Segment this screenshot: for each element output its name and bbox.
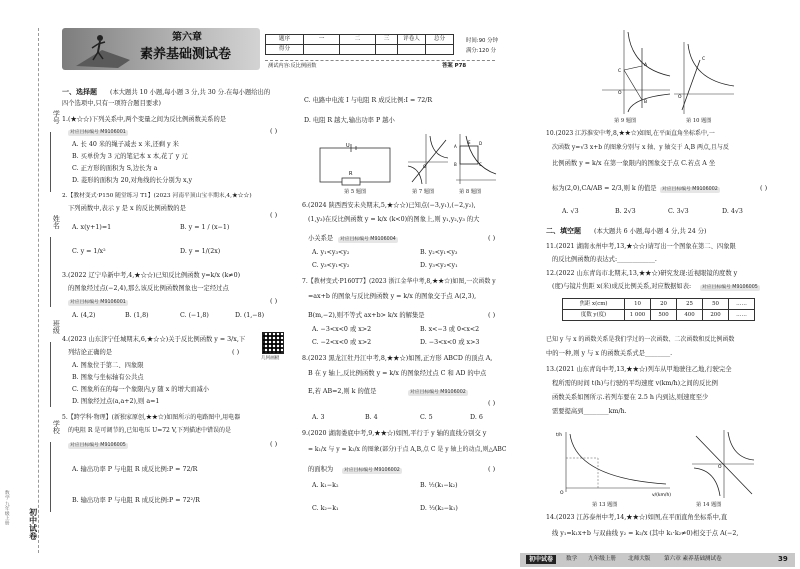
- q8-answer-paren[interactable]: ( ): [488, 399, 496, 407]
- fig9-caption: 第 9 题图: [614, 118, 637, 124]
- q1-stem: 1.(★☆☆)下列关系中,两个变量之间为反比例函数关系的是: [62, 116, 227, 123]
- svg-text:A: A: [644, 63, 648, 68]
- q8-option-d[interactable]: D. 6: [470, 414, 483, 421]
- sec2-desc: (本大题共 6 小题,每小题 4 分,共 24 分): [594, 228, 707, 235]
- q8-option-a[interactable]: A. 3: [312, 414, 325, 421]
- fig10-graph: [672, 40, 736, 116]
- fig9-graph: [598, 28, 672, 116]
- q9-answer-paren[interactable]: ( ): [488, 465, 496, 473]
- sec2-title: 二、填空题: [546, 226, 581, 235]
- q12-stem: (度)与镜片焦距 x(米)成反比例关系,对应数据如表:: [552, 283, 692, 290]
- q7-stem: 7.【教材变式·P160T7】(2023 浙江金华中考,8,★★☆)如图,一次函数 y: [302, 278, 496, 285]
- q10-target: 对应目标编号 M9106002: [662, 187, 718, 192]
- table-cell: 500: [651, 310, 677, 321]
- q12-text: 已知 y 与 x 的函数关系是我们学过的一次函数、二次函数和反比例函数: [546, 336, 735, 343]
- cut-line: [38, 28, 39, 553]
- q12-target: 对应目标编号 M9106005: [702, 285, 758, 290]
- footer-bar: [520, 553, 795, 567]
- table-cell: 10: [625, 299, 651, 310]
- q4-answer-paren[interactable]: ( ): [232, 348, 240, 356]
- paper-title: 素养基础测试卷: [140, 47, 232, 62]
- q3-option-c[interactable]: C. (−1,8): [180, 312, 209, 319]
- q1-target: 对应目标编号 M9106001: [70, 130, 126, 135]
- q4-option-c[interactable]: C. 图象所在的每一个象限内,y 随 x 的增大而减小: [72, 386, 210, 393]
- q5-option-c[interactable]: C. 电路中电流 I 与电阻 R 成反比例:I = 72/R: [304, 97, 433, 104]
- fig7-caption: 第 7 题图: [412, 189, 435, 195]
- q9-stem: 的面积为: [308, 466, 334, 473]
- q10-stem: 标为(2,0),CA/AB = 2/3,则 k 的值是: [552, 185, 657, 192]
- q5-answer-paren[interactable]: ( ): [270, 440, 278, 448]
- svg-text:O: O: [678, 95, 682, 100]
- q7-option-b[interactable]: B. x<−3 或 0<x<2: [420, 326, 480, 333]
- qr-label: 几何画板: [261, 356, 280, 361]
- class-label: 班级: [52, 320, 61, 334]
- student-no-line: [50, 132, 51, 192]
- q5-option-a[interactable]: A. 输出功率 P 与电阻 R 成反比例:P = 72/R: [72, 466, 198, 473]
- q2-stem: 2.【教材变式·P150 随堂练习 T1】(2023 河南平顶山宝丰期末,4,★☆☆): [62, 193, 252, 199]
- q3-option-a[interactable]: A. (4,2): [72, 312, 96, 319]
- side-small-text: 数学 九年级上册: [3, 490, 9, 526]
- q7-option-c[interactable]: C. −2<x<0 或 x>2: [312, 339, 372, 346]
- q8-stem: E,若 AB=2,则 k 的值是: [308, 388, 377, 395]
- sec1-title: 一、选择题: [62, 87, 97, 96]
- q7-stem: B(m,−2),则不等式 ax+b> k/x 的解集是: [308, 312, 425, 319]
- q3-target: 对应目标编号 M9106001: [70, 300, 126, 305]
- q2-stem: 下列函数中,表示 y 是 x 的反比例函数的是: [68, 205, 186, 212]
- q9-option-a[interactable]: A. k₁−k₂: [312, 482, 339, 489]
- q7-answer-paren[interactable]: ( ): [488, 311, 496, 319]
- q1-option-b[interactable]: B. 买单价为 3 元的笔记本 x 本,花了 y 元: [72, 153, 188, 160]
- q8-option-b[interactable]: B. 4: [365, 414, 378, 421]
- fig14-graph: [690, 428, 756, 500]
- time-limit: 时间:90 分钟: [466, 38, 498, 44]
- score-cell: [340, 45, 376, 55]
- school-label: 学校: [52, 420, 61, 434]
- footer-edition: 北师大版: [628, 556, 651, 562]
- class-line: [50, 342, 51, 407]
- student-no-label: 学号: [52, 110, 61, 124]
- q6-option-d[interactable]: D. y₃<y₂<y₁: [420, 262, 458, 269]
- q6-stem: (1,y₃)在反比例函数 y = k/x (k<0)的图象上,则 y₁,y₂,y₃ 的大: [308, 216, 480, 223]
- fig7-graph: [406, 132, 450, 186]
- q6-answer-paren[interactable]: ( ): [488, 234, 496, 242]
- q4-stem: 4.(2023 山东济宁任城期末,6,★☆☆)关于反比例函数 y = 3/x,下: [62, 336, 246, 343]
- brand-vertical: 初中试卷: [28, 508, 38, 540]
- circuit-diagram: [316, 142, 396, 186]
- q10-stem: 10.(2023 江苏淮安中考,8,★★☆)如图,在平面直角坐标系中,一: [546, 130, 715, 137]
- svg-text:O: O: [618, 91, 622, 96]
- q2-option-a[interactable]: A. x(y+1)=1: [72, 224, 112, 231]
- q3-option-d[interactable]: D. (1,−8): [235, 312, 265, 319]
- score-header: 一: [304, 35, 340, 45]
- table-cell: 20: [651, 299, 677, 310]
- q10-stem: 比例函数 y = k/x 在第一象限内的图象交于点 C.若点 A 坐: [552, 160, 716, 167]
- name-line: [50, 237, 51, 307]
- svg-text:C: C: [479, 162, 482, 167]
- svg-text:O: O: [423, 164, 427, 169]
- q8-target: 对应目标编号 M9106002: [410, 390, 466, 395]
- q3-answer-paren[interactable]: ( ): [270, 297, 278, 305]
- score-header: 二: [340, 35, 376, 45]
- school-line: [50, 442, 51, 512]
- q4-option-a[interactable]: A. 图象位于第二、四象限: [72, 362, 144, 369]
- test-content: 测试内容:反比例函数: [268, 63, 317, 69]
- score-cell: [398, 45, 426, 55]
- q3-stem: 3.(2022 辽宁阜新中考,4,★☆☆)已知反比例函数 y=k/x (k≠0): [62, 272, 241, 279]
- svg-text:U: U: [346, 143, 350, 149]
- q1-option-a[interactable]: A. 长 40 米的绳子减去 x 米,还剩 y 米: [72, 141, 179, 148]
- q12-stem: 12.(2022 山东青岛市北期末,13,★★☆)研究发现:近视眼镜的度数 y: [546, 270, 738, 277]
- svg-text:B: B: [644, 100, 648, 105]
- q10-option-c[interactable]: C. 3√3: [668, 208, 689, 215]
- q9-option-d[interactable]: D. ½(k₂−k₁): [420, 505, 458, 512]
- table-cell: ……: [729, 299, 755, 310]
- q6-option-a[interactable]: A. y₁<y₃<y₂: [312, 249, 350, 256]
- svg-text:R: R: [349, 171, 353, 177]
- sec1-desc: (本大题共 10 小题,每小题 3 分,共 30 分.在每小题给出的: [110, 89, 271, 96]
- q13-stem: 13.(2021 山东青岛中考,13,★★☆)列车从甲地驶往乙地,行驶完全: [546, 366, 732, 373]
- table-cell: 50: [703, 299, 729, 310]
- q14-stem: 线 y₁=k₁x+b 与双曲线 y₂ = k₂/x (其中 k₁·k₂≠0)相交于点 A(−2,: [552, 530, 739, 537]
- q4-option-d[interactable]: D. 图象经过点(a,a+2),则 a=1: [72, 398, 160, 405]
- q4-stem: 列结论正确的是: [68, 349, 113, 356]
- table-cell: 度数 y(度): [563, 310, 625, 321]
- q9-stem: 9.(2020 湖南娄底中考,9,★★☆)如图,平行于 y 轴的直线分别交 y: [302, 430, 487, 437]
- q12-table: [562, 298, 755, 321]
- q2-option-c[interactable]: C. y = 1/x²: [72, 248, 106, 255]
- q5-stem: 的电阻 R 是可调节的,已知电压 U=72 V,下列描述中错误的是: [68, 427, 231, 434]
- fig8-caption: 第 8 题图: [459, 189, 482, 195]
- q12-blank[interactable]: 中的一种,则 y 与 x 的函数关系式是________.: [546, 350, 673, 357]
- svg-text:B: B: [454, 162, 457, 167]
- q10-option-d[interactable]: D. 4√3: [722, 208, 743, 215]
- q6-option-c[interactable]: C. y₃<y₁<y₂: [312, 262, 350, 269]
- table-cell: ……: [729, 310, 755, 321]
- q1-answer-paren[interactable]: ( ): [270, 127, 278, 135]
- qr-code[interactable]: [262, 332, 284, 354]
- q9-stem: = k₁/x 与 y = k₂/x 的图象(部分)于点 A,B,点 C 是 y 轴上的动点,则△ABC: [308, 446, 507, 453]
- q4-option-b[interactable]: B. 图象与坐标轴有公共点: [72, 374, 144, 381]
- q6-stem: 6.(2024 陕西西安未央期末,5,★☆☆)已知点(−3,y₁),(−2,y₂),: [302, 202, 476, 209]
- name-label: 姓名: [52, 215, 61, 229]
- q11-stem: 11.(2021 湖南永州中考,13,★☆☆)请写出一个图象在第二、四象限: [546, 243, 736, 250]
- q2-answer-paren[interactable]: ( ): [270, 211, 278, 219]
- q6-stem: 小关系是: [308, 235, 334, 242]
- fig5-caption: 第 5 题图: [344, 189, 367, 195]
- footer-grade: 九年级上册: [588, 556, 616, 562]
- page-number: 39: [778, 555, 788, 563]
- q10-option-a[interactable]: A. √3: [562, 208, 579, 215]
- footer-chapter: 第六章 素养基础测试卷: [664, 556, 722, 562]
- table-cell: 焦距 x(cm): [563, 299, 625, 310]
- svg-text:D: D: [479, 141, 483, 146]
- chapter-banner: [62, 28, 260, 70]
- q9-option-c[interactable]: C. k₂−k₁: [312, 505, 339, 512]
- q9-target: 对应目标编号 M9106002: [344, 468, 400, 473]
- q1-option-d[interactable]: D. 菱形的面积为 20,对角线的长分别为 x,y: [72, 177, 193, 184]
- q10-stem: 次函数 y=√3 x+b 的图象分别与 x 轴、y 轴交于 A,B 两点,且与反: [552, 144, 729, 151]
- fig10-caption: 第 10 题图: [686, 118, 712, 124]
- chapter-label: 第六章: [172, 32, 202, 43]
- q3-stem: 的图象经过点(−2,4),那么该反比例函数图象也一定经过点: [68, 285, 229, 292]
- score-row-label: 得分: [266, 45, 304, 55]
- q5-target: 对应目标编号 M9106005: [70, 443, 126, 448]
- score-cell: [376, 45, 398, 55]
- q10-answer-paren[interactable]: ( ): [760, 184, 768, 192]
- fig13-graph: [546, 428, 676, 500]
- q7-stem: =ax+b 的图象与反比例函数 y = k/x 的图象交于点 A(2,3),: [308, 293, 477, 300]
- score-header: 三: [376, 35, 398, 45]
- table-cell: 25: [677, 299, 703, 310]
- q10-option-b[interactable]: B. 2√3: [615, 208, 636, 215]
- q8-option-c[interactable]: C. 5: [420, 414, 433, 421]
- score-header: 评卷人: [398, 35, 426, 45]
- q6-option-b[interactable]: B. y₂<y₁<y₃: [420, 249, 458, 256]
- q7-option-a[interactable]: A. −3<x<0 或 x>2: [312, 326, 372, 333]
- table-cell: 400: [677, 310, 703, 321]
- table-cell: 200: [703, 310, 729, 321]
- q2-option-b[interactable]: B. y = 1 / (x−1): [180, 224, 230, 231]
- q3-option-b[interactable]: B. (1,8): [125, 312, 149, 319]
- svg-text:O: O: [718, 465, 722, 470]
- svg-text:A: A: [454, 144, 457, 149]
- score-cell: [304, 45, 340, 55]
- score-header: 总分: [426, 35, 454, 45]
- svg-text:v/(km/h): v/(km/h): [652, 493, 672, 498]
- footer-brand: 初中试卷: [526, 555, 556, 564]
- score-cell: [426, 45, 454, 55]
- svg-text:t/h: t/h: [556, 433, 563, 438]
- q5-option-d[interactable]: D. 电阻 R 越大,输出功率 P 越小: [304, 117, 395, 124]
- q14-stem: 14.(2023 江苏泰州中考,14,★★☆)如图,在平面直角坐标系中,直: [546, 514, 728, 521]
- q8-stem: 8.(2023 黑龙江牡丹江中考,8,★★☆)如图,正方形 ABCD 的顶点 A,: [302, 355, 493, 362]
- runner-illustration: [72, 30, 132, 68]
- full-score: 满分:120 分: [466, 48, 496, 54]
- q13-stem: 函数关系如图所示.若列车要在 2.5 h 内到达,则速度至少: [552, 394, 709, 401]
- q5-option-b[interactable]: B. 输出功率 P 与电阻 R 成反比例:P = 72²/R: [72, 497, 200, 504]
- q9-option-b[interactable]: B. ½(k₁−k₂): [420, 482, 458, 489]
- q8-stem: B 在 y 轴上,反比例函数 y = k/x 的图象经过点 C 和 AD 的中点: [308, 370, 487, 377]
- svg-text:C: C: [702, 57, 706, 62]
- fig14-caption: 第 14 题图: [696, 502, 722, 508]
- q7-option-d[interactable]: D. −3<x<0 或 x>3: [420, 339, 480, 346]
- q13-stem: 程所需的时间 t(h)与行驶的平均速度 v(km/h)之间的反比例: [552, 380, 718, 387]
- svg-text:C: C: [618, 69, 622, 74]
- q6-target: 对应目标编号 M9106004: [340, 237, 396, 242]
- q2-option-d[interactable]: D. y = 1/(2x): [180, 248, 221, 255]
- header-divider: [265, 60, 495, 61]
- q11-blank[interactable]: 的反比例函数的表达式:____________.: [552, 256, 657, 263]
- q13-blank[interactable]: 需要提高到________km/h.: [552, 408, 627, 415]
- q1-option-c[interactable]: C. 正方形的面积为 S,边长为 a: [72, 165, 158, 172]
- table-cell: 1 000: [625, 310, 651, 321]
- svg-text:O: O: [560, 491, 564, 496]
- footer-subject: 数学: [566, 556, 578, 562]
- q5-stem: 5.【跨学科·物理】(新独家原创,★★☆)如图所示的电路图中,用电器: [62, 414, 241, 421]
- fig8-graph: [452, 132, 498, 186]
- answer-ref: 答案 P78: [442, 63, 467, 69]
- score-table: [265, 34, 454, 55]
- score-header: 题序: [266, 35, 304, 45]
- svg-text:E: E: [468, 140, 471, 145]
- fig13-caption: 第 13 题图: [592, 502, 618, 508]
- sec1-desc: 四个选项中,只有一项符合题目要求): [62, 100, 161, 107]
